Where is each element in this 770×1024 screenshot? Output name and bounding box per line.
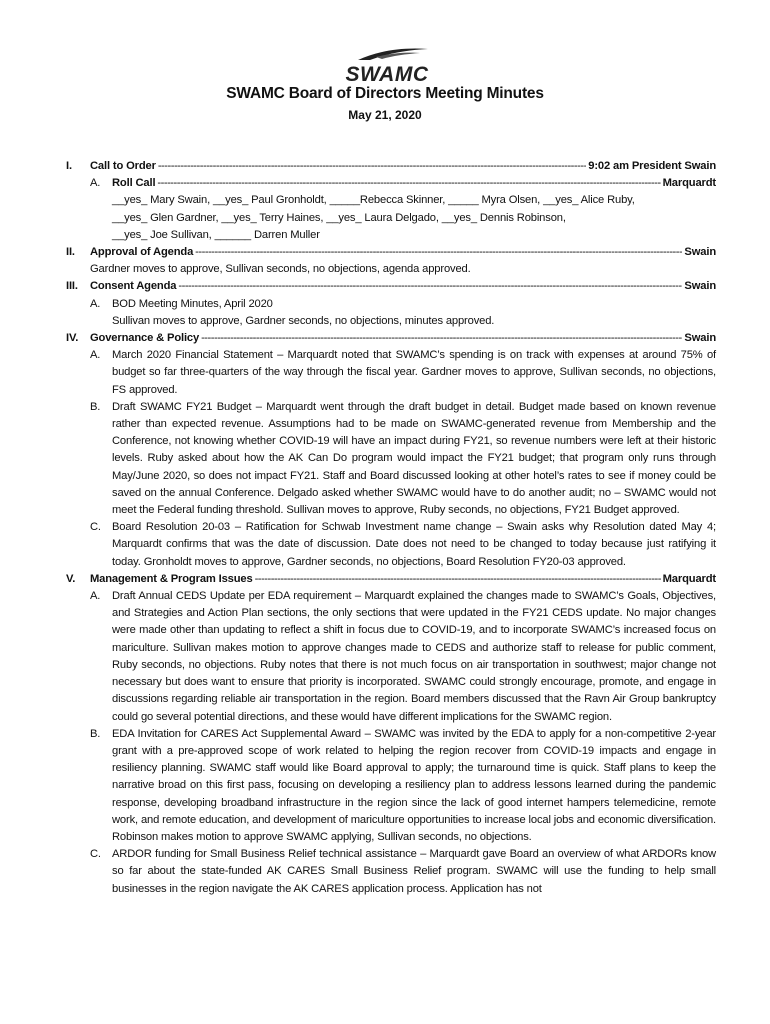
section-label: Consent Agenda xyxy=(90,280,177,293)
section-number: V. xyxy=(66,572,76,585)
section-owner: Swain xyxy=(684,280,716,293)
item-text: ARDOR funding for Small Business Relief technical assistance – Marquardt gave Board an overview of what ARDORs know so far about the state-funded AK CARES Small Business Relief program. SWAMC will use the funding to help small businesses in the region navigate the AK CARES application process. Application has not xyxy=(112,848,716,895)
roll-call-line: __yes_ Glen Gardner, __yes_ Terry Haines, __yes_ Laura Delgado, __yes_ Dennis Robinson, xyxy=(112,211,566,224)
meeting-date: May 21, 2020 xyxy=(348,108,422,122)
logo-swoosh-icon xyxy=(336,44,438,90)
section-consent-agenda xyxy=(66,278,716,330)
item-letter: A. xyxy=(90,297,101,310)
item-letter: B. xyxy=(90,727,101,740)
swamc-logo xyxy=(336,44,438,90)
section-number: I. xyxy=(66,160,72,172)
item-text: EDA Invitation for CARES Act Supplemental Award – SWAMC was invited by the EDA to apply for a non-competitive 2-year grant with a pre-approved scope of work related to helping the region recover from COVID-19 impacts and engage in resiliency planning. SWAMC staff would like Board approval to apply; the turnaround time is quick. Staff plans to keep the narrative broad on this first pass, focusing on developing a resiliency plan to address lessons learned during the pandemic response, developing broadband infrastructure in the region since the lack of good internet hampers telemedicine, remote work, and remote education, and development of mariculture opportunities to increase local jobs and economic diversification. Robinson makes motion to approve SWAMC applying, Sullivan seconds, no objections. xyxy=(112,727,716,843)
section-heading xyxy=(90,571,716,588)
roll-call-line: __yes_ Mary Swain, __yes_ Paul Gronholdt, _____Rebecca Skinner, _____ Myra Olsen, __yes_ Alice Ruby, xyxy=(112,194,635,207)
leader-dashes xyxy=(178,278,682,295)
agenda-item xyxy=(90,588,716,726)
section-label: Approval of Agenda xyxy=(90,246,194,259)
section-number: III. xyxy=(66,280,78,293)
minutes-body xyxy=(66,158,716,898)
section-text: Gardner moves to approve, Sullivan seconds, no objections, agenda approved. xyxy=(90,263,471,276)
section-label: Call to Order xyxy=(90,160,156,172)
item-text: Draft Annual CEDS Update per EDA requirement – Marquardt explained the changes made to SWAMC’s Goals, Objectives, and Strategies and Action Plan sections, the only sections that were updated in the FY21 CEDS update. No major changes were made other than updating to reflect a shift in focus due to COVID-19, and to incorporate SWAMC’s increased focus on mariculture. Sullivan makes motion to approve changes made to CEDS and authorize staff to release for public comment, Ruby seconds, no objections. Ruby notes that there is not much focus on air transportation in southwest; major change not necessary but does want to ensure that priority is incorporated. SWAMC could strongly encourage, promote, and engage in discussions regarding reliable air transportation in the region. Board members discussed that the Ravn Air Group bankruptcy could go several potential directions, and these would have different implications for the SWAMC region. xyxy=(112,590,716,723)
section-number: IV. xyxy=(66,332,79,345)
section-owner: Swain xyxy=(684,246,716,259)
section-label: Management & Program Issues xyxy=(90,572,253,585)
section-approval-of-agenda xyxy=(66,244,716,278)
section-label: Governance & Policy xyxy=(90,332,200,345)
section-owner: 9:02 am President Swain xyxy=(588,160,716,172)
item-letter: C. xyxy=(90,848,101,861)
item-letter: B. xyxy=(90,400,101,413)
roll-call-owner: Marquardt xyxy=(662,177,716,190)
leader-dashes xyxy=(158,158,586,175)
agenda-item xyxy=(90,726,716,846)
section-governance-policy xyxy=(66,330,716,571)
item-letter: A. xyxy=(90,177,101,190)
section-owner: Marquardt xyxy=(662,572,716,585)
roll-call-line: __yes_ Joe Sullivan, ______ Darren Muller xyxy=(112,228,320,241)
item-letter: A. xyxy=(90,590,101,603)
item-text: March 2020 Financial Statement – Marquardt noted that SWAMC’s spending is on track with expenses at around 75% of budget so far three-quarters of the way through the fiscal year. Gardner moves to approve, Sullivan seconds, no objections, FS approved. xyxy=(112,349,716,396)
roll-call-item xyxy=(90,175,716,244)
agenda-item xyxy=(90,519,716,571)
agenda-item xyxy=(90,399,716,519)
agenda-item xyxy=(90,846,716,898)
leader-dashes xyxy=(201,330,682,347)
item-subtext: Sullivan moves to approve, Gardner seconds, no objections, minutes approved. xyxy=(112,314,495,327)
section-heading xyxy=(90,244,716,261)
agenda-item xyxy=(90,347,716,399)
agenda-item xyxy=(90,296,716,330)
leader-dashes xyxy=(195,244,682,261)
item-text: Draft SWAMC FY21 Budget – Marquardt went through the draft budget in detail. Budget made based on known revenue rather than expected revenue. Assumptions had to be made on SWAMC-generated revenue from Membership and the Conference, not knowing whether COVID-19 will have an impact during FY21, so revenue numbers were left at their historic levels. Ruby asked about how the AK Can Do program would impact the FY21 budget; that program only runs through May/June 2020, so does not impact FY21. Staff and Board discussed looking at other hotel’s rates to see if money could be saved on the annual Conference. Delgado asked whether SWAMC would have to do another audit; no – SWAMC would not meet the Federal funding threshold. Sullivan moves to approve, Ruby seconds, no objections, FY21 Budget approved. xyxy=(112,400,716,517)
roll-call-label: Roll Call xyxy=(112,177,156,190)
roll-call-heading xyxy=(112,175,716,192)
leader-dashes xyxy=(255,571,661,588)
item-letter: C. xyxy=(90,521,101,534)
section-heading xyxy=(90,158,716,175)
logo-text: SWAMC xyxy=(345,63,429,86)
leader-dashes xyxy=(157,175,660,192)
section-heading xyxy=(90,330,716,347)
item-letter: A. xyxy=(90,349,101,362)
document-title: SWAMC Board of Directors Meeting Minutes xyxy=(226,85,544,102)
item-text: BOD Meeting Minutes, April 2020 xyxy=(112,297,273,310)
section-number: II. xyxy=(66,246,75,259)
section-heading xyxy=(90,278,716,295)
section-call-to-order xyxy=(66,158,716,244)
section-owner: Swain xyxy=(684,332,716,345)
item-text: Board Resolution 20-03 – Ratification for Schwab Investment name change – Swain asks why Resolution dated May 4; Marquardt confirms that was the date of discussion. Date does not need to be changed to today because just ratifying it today. Gronholdt moves to approve, Gardner seconds, no objections, Board Resolution FY20-03 approved. xyxy=(112,521,716,568)
section-management-program-issues xyxy=(66,571,716,898)
